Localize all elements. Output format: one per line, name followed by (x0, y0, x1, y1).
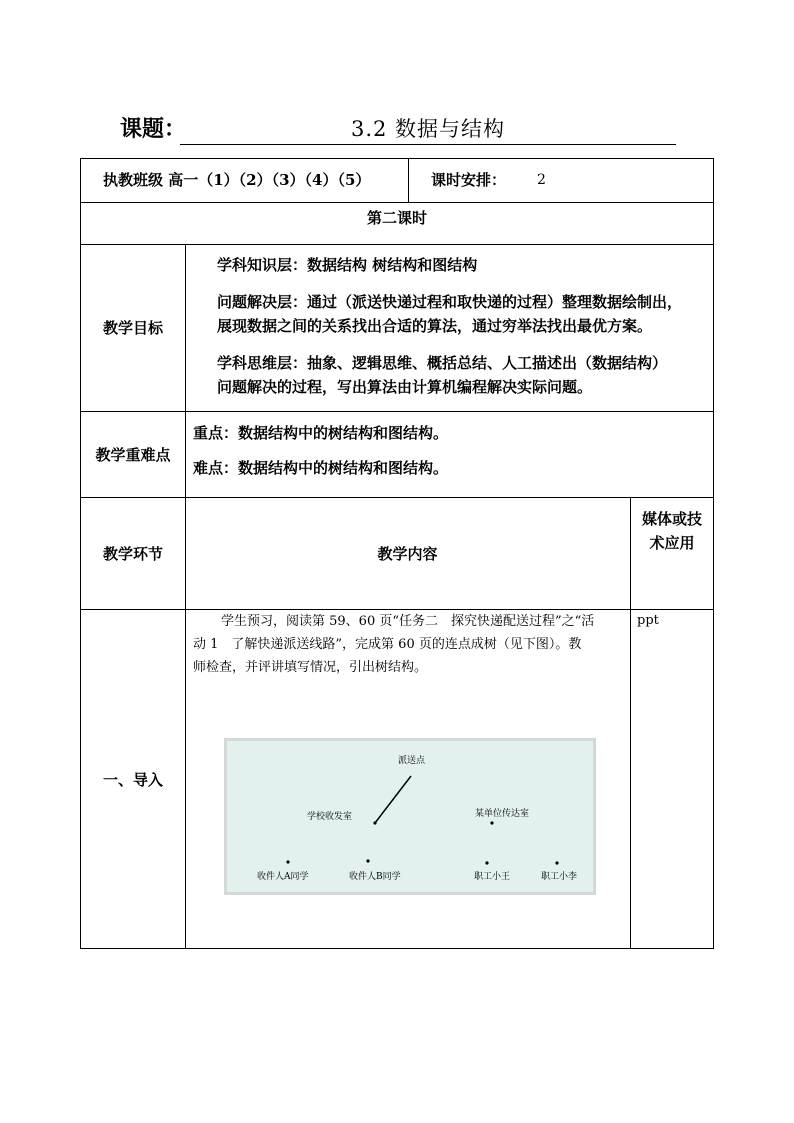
media-header-line1: 媒体或技 (641, 510, 702, 528)
title-row (120, 112, 676, 146)
media-header-line2: 术应用 (649, 534, 695, 552)
node-label-unit-reception: 某单位传达室 (475, 809, 530, 819)
node-dot (555, 861, 558, 864)
page-title: 3.2 数据与结构 (350, 117, 506, 141)
hours-value: 2 (537, 172, 546, 188)
node-label-recipient-b: 收件人B同学 (349, 872, 401, 882)
node-dot (485, 861, 488, 864)
objective-thinking-2: 问题解决的过程，写出算法由计算机编程解决实际问题。 (217, 378, 593, 396)
objective-problem-1: 问题解决层：通过（派送快递过程和取快递的过程）整理数据绘制出， (217, 293, 683, 311)
title-label: 课题： (120, 116, 187, 142)
intro-stage: 一、导入 (102, 770, 163, 789)
key-points-label: 教学重难点 (95, 445, 171, 464)
lesson-table (80, 158, 714, 949)
node-dot (373, 821, 376, 824)
node-dot (286, 860, 289, 863)
node-label-staff-wang: 职工小王 (474, 872, 511, 882)
difficult-point: 难点：数据结构中的树结构和图结构。 (193, 459, 449, 477)
objective-problem-2: 展现数据之间的关系找出合适的算法，通过穷举法找出最优方案。 (217, 317, 653, 335)
objective-thinking-1: 学科思维层：抽象、逻辑思维、概括总结、人工描述出（数据结构） (217, 354, 668, 372)
intro-text-line2: 动 1 了解快递派送线路”，完成第 60 页的连点成树（见下图）。教 (193, 637, 582, 652)
node-label-school-mailroom: 学校收发室 (307, 812, 353, 822)
session-label: 第二课时 (366, 208, 427, 227)
node-label-recipient-a: 收件人A同学 (257, 872, 309, 882)
tree-diagram (224, 738, 596, 895)
media-header (630, 507, 714, 555)
intro-text-line3: 师检查，并评讲填写情况，引出树结构。 (193, 660, 428, 675)
key-point: 重点：数据结构中的树结构和图结构。 (193, 424, 449, 442)
intro-media: ppt (637, 613, 659, 628)
col-divider (408, 159, 409, 202)
objectives-label: 教学目标 (102, 319, 163, 337)
edge-line (375, 776, 411, 823)
objective-knowledge: 学科知识层：数据结构 树结构和图结构 (217, 256, 478, 274)
node-dot (366, 859, 369, 862)
stage-header: 教学环节 (102, 544, 163, 563)
col-divider (630, 497, 631, 949)
intro-text-line1: 学生预习，阅读第 59、60 页“任务二 探究快递配送过程”之“活 (221, 614, 595, 629)
node-label-dispatch: 派送点 (398, 756, 426, 766)
node-label-staff-li: 职工小李 (541, 872, 578, 882)
class-label: 执教班级 高一（1）（2）（3）（4）（5） (103, 171, 371, 189)
hours-label: 课时安排： (431, 171, 507, 189)
content-header: 教学内容 (377, 544, 438, 563)
node-dot (490, 821, 493, 824)
